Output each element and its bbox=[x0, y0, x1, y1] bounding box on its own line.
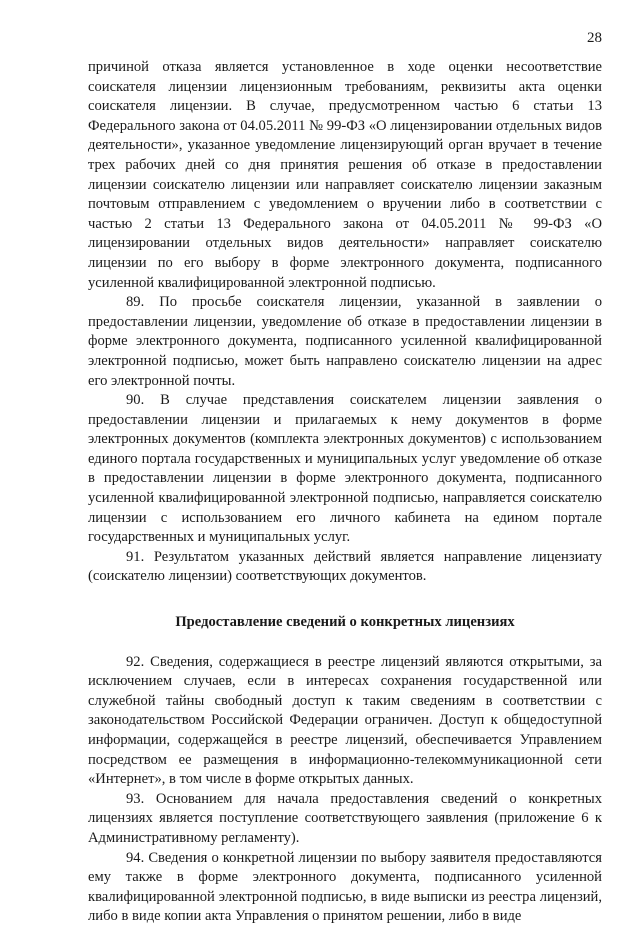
document-body bbox=[88, 58, 602, 927]
paragraph-89: 89. По просьбе соискателя лицензии, указанной в заявлении о предоставлении лицензии, уведомление об отказе в предоставлении лицензии в форме электронного документа, подписанного усиленной квалифицированной электронной подписью, может быть направлено соискателю лицензии на адрес его электронной почты. bbox=[88, 294, 602, 389]
paragraph-91: 91. Результатом указанных действий является направление лицензиату (соискателю лицензии) соответствующих документов. bbox=[88, 548, 602, 585]
page-number: 28 bbox=[587, 30, 602, 46]
paragraph-continuation: причиной отказа является установленное в ходе оценки несоответствие соискателя лицензии лицензионным требованиям, реквизиты акта оценки соискателя лицензии. В случае, предусмотренном частью 6 статьи 13 Федерального закона от 04.05.2011 № 99-ФЗ «О лицензировании отдельных видов деятельности», указанное уведомление лицензирующий орган вручает в течение трех рабочих дней со дня принятия решения об отказе в предоставлении лицензии соискателю лицензии или направляет соискателю лицензии заказным почтовым отправлением с уведомлением о вручении либо в соответствии с частью 2 статьи 13 Федерального закона от 04.05.2011 № 99-ФЗ «О лицензировании отдельных видов деятельности» направляет соискателю лицензии по его выбору в форме электронного документа, подписанного усиленной квалифицированной электронной подписью. bbox=[88, 59, 602, 291]
section-heading: Предоставление сведений о конкретных лицензиях bbox=[175, 614, 515, 631]
paragraph-93: 93. Основанием для начала предоставления сведений о конкретных лицензиях является поступление соответствующего заявления (приложение 6 к Административному регламенту). bbox=[88, 790, 602, 846]
paragraph-92: 92. Сведения, содержащиеся в реестре лицензий являются открытыми, за исключением случаев, если в интересах сохранения государственной или служебной тайны свободный доступ к таким сведениям в соответствии с законодательством Российской Федерации ограничен. Доступ к общедоступной информации, содержащейся в реестре лицензий, обеспечивается Управлением посредством ее размещения в информационно-телекоммуникационной сети «Интернет», в том числе в форме открытых данных. bbox=[88, 653, 602, 788]
paragraph-90: 90. В случае представления соискателем лицензии заявления о предоставлении лицензии и прилагаемых к нему документов в форме электронных документов (комплекта электронных документов) с использованием единого портала государственных и муниципальных услуг уведомление об отказе в предоставлении лицензии в форме электронного документа, подписанного усиленной квалифицированной электронной подписью, направляется соискателю лицензии с использованием его личного кабинета на едином портале государственных и муниципальных услуг. bbox=[88, 392, 602, 546]
paragraph-94: 94. Сведения о конкретной лицензии по выбору заявителя предоставляются ему также в форме электронного документа, подписанного усиленной квалифицированной электронной подписью, в виде выписки из реестра лицензий, либо в виде копии акта Управления о принятом решении, либо в виде bbox=[88, 849, 602, 925]
